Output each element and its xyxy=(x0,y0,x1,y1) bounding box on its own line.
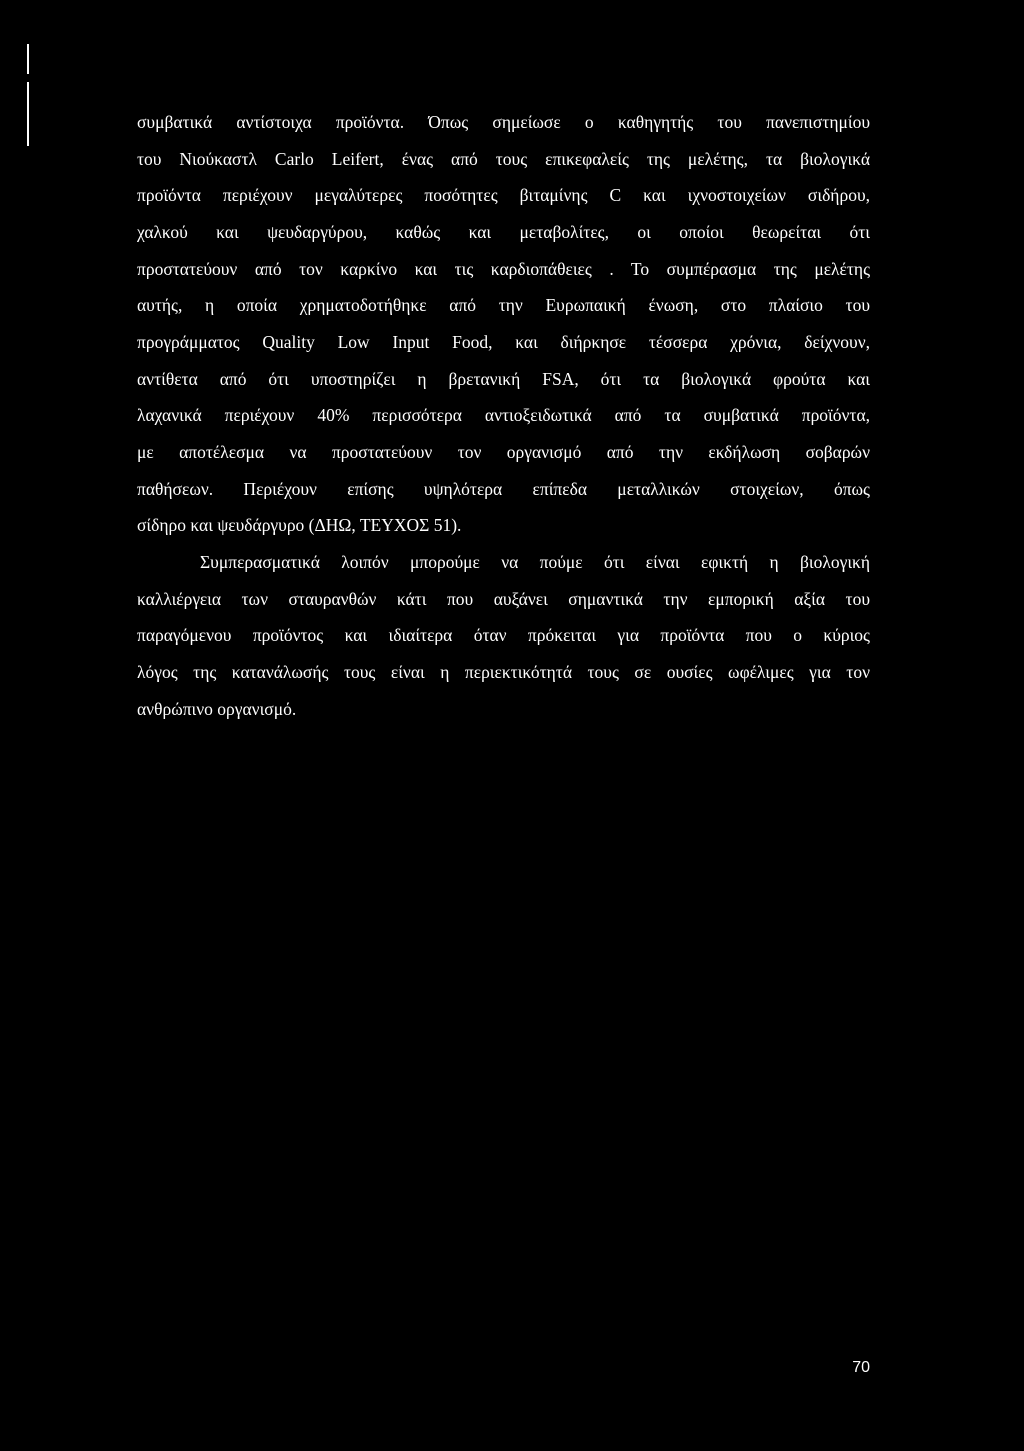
paragraph-line: προστατεύουν από τον καρκίνο και τις καρδιοπάθειες . Το συμπέρασμα της μελέτης xyxy=(137,259,870,279)
paragraph-line: του Νιούκαστλ Carlo Leifert, ένας από τους επικεφαλείς της μελέτης, τα βιολογικά xyxy=(137,149,870,169)
paragraph-line: παθήσεων. Περιέχουν επίσης υψηλότερα επίπεδα μεταλλικών στοιχείων, όπως xyxy=(137,479,870,499)
paragraph-line: χαλκού και ψευδαργύρου, καθώς και μεταβολίτες, οι οποίοι θεωρείται ότι xyxy=(137,222,870,242)
paragraph-line: με αποτέλεσμα να προστατεύουν τον οργανισμό από την εκδήλωση σοβαρών xyxy=(137,442,870,462)
paragraph-line: προγράμματος Quality Low Input Food, και διήρκησε τέσσερα χρόνια, δείχνουν, xyxy=(137,332,870,352)
paragraph-line: συμβατικά αντίστοιχα προϊόντα. Όπως σημείωσε ο καθηγητής του πανεπιστημίου xyxy=(137,112,870,132)
scan-edge-mark-bottom xyxy=(27,82,29,146)
paragraph-line: λαχανικά περιέχουν 40% περισσότερα αντιοξειδωτικά από τα συμβατικά προϊόντα, xyxy=(137,405,870,425)
paragraph-line: παραγόμενου προϊόντος και ιδιαίτερα όταν πρόκειται για προϊόντα που ο κύριος xyxy=(137,625,870,645)
paragraph-line: σίδηρο και ψευδάργυρο (ΔΗΩ, ΤΕΥΧΟΣ 51). xyxy=(137,515,462,535)
paragraph-line: καλλιέργεια των σταυρανθών κάτι που αυξάνει σημαντικά την εμπορική αξία του xyxy=(137,589,870,609)
paragraph-line: λόγος της κατανάλωσής τους είναι η περιεκτικότητά τους σε ουσίες ωφέλιμες για τον xyxy=(137,662,870,682)
paragraph-line: αυτής, η οποία χρηματοδοτήθηκε από την Ευρωπαική ένωση, στο πλαίσιο του xyxy=(137,295,870,315)
scan-edge-mark-top xyxy=(27,44,29,74)
paragraph-line: προϊόντα περιέχουν μεγαλύτερες ποσότητες βιταμίνης C και ιχνοστοιχείων σιδήρου, xyxy=(137,185,870,205)
paragraph-first-line: Συμπερασματικά λοιπόν μπορούμε να πούμε ότι είναι εφικτή η βιολογική xyxy=(200,552,870,572)
paragraph-line: ανθρώπινο οργανισμό. xyxy=(137,699,297,719)
paragraph-line: αντίθετα από ότι υποστηρίζει η βρετανική FSA, ότι τα βιολογικά φρούτα και xyxy=(137,369,870,389)
page-number: 70 xyxy=(852,1359,870,1376)
